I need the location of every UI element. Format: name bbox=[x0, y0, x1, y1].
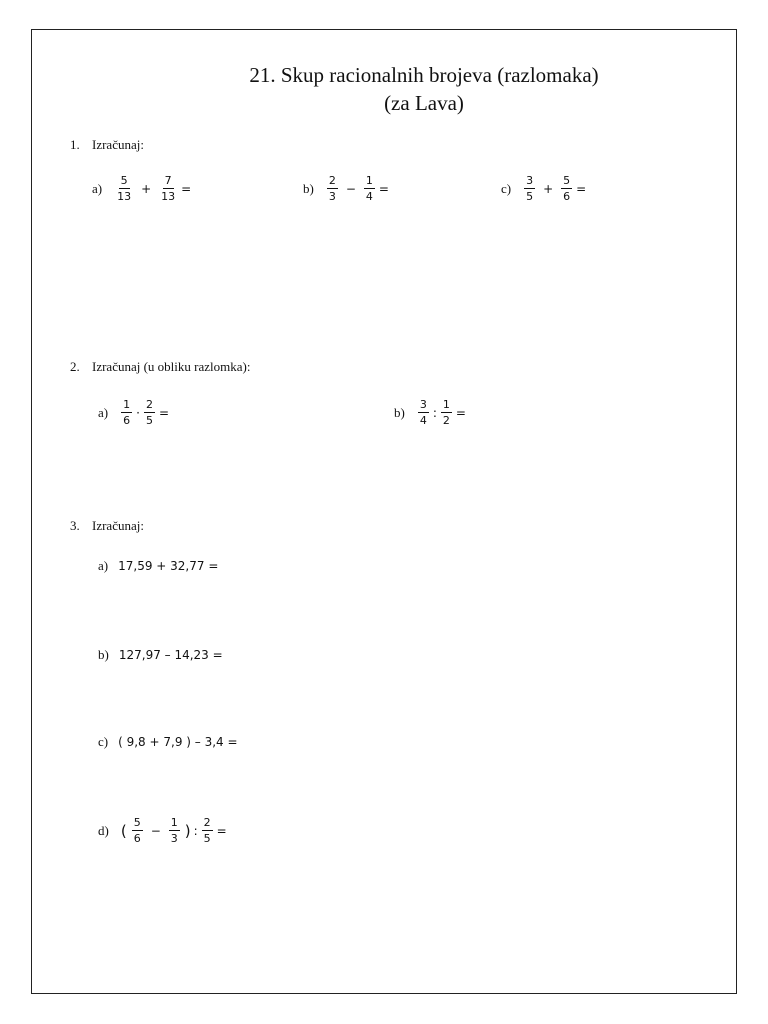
task-2-heading bbox=[70, 359, 250, 375]
item-label: a) bbox=[92, 180, 103, 196]
task-2b bbox=[394, 398, 467, 427]
item-label: b) bbox=[394, 404, 405, 420]
task-2a bbox=[98, 398, 170, 427]
task-number: 1. bbox=[70, 137, 80, 152]
item-label: b) bbox=[98, 647, 109, 662]
operator: − bbox=[345, 181, 356, 196]
denominator: 4 bbox=[419, 414, 427, 427]
fraction bbox=[121, 398, 132, 427]
fraction bbox=[327, 174, 338, 203]
item-label: c) bbox=[501, 180, 512, 196]
task-instruction: Izračunaj: bbox=[92, 137, 144, 152]
denominator: 5 bbox=[145, 414, 153, 427]
expression: ( 9,8 + 7,9 ) – 3,4 = bbox=[118, 735, 238, 749]
task-1-heading bbox=[70, 137, 144, 153]
task-3b bbox=[98, 647, 223, 663]
numerator: 5 bbox=[120, 174, 128, 187]
expression: 127,97 – 14,23 = bbox=[118, 648, 223, 662]
open-parenthesis: ( bbox=[120, 821, 127, 840]
task-3a bbox=[98, 558, 218, 574]
numerator: 1 bbox=[170, 816, 178, 829]
task-3d bbox=[98, 816, 228, 845]
numerator: 5 bbox=[563, 174, 571, 187]
fraction bbox=[364, 174, 375, 203]
denominator: 2 bbox=[442, 414, 450, 427]
denominator: 6 bbox=[563, 190, 571, 203]
item-label: b) bbox=[303, 180, 314, 196]
operator: + bbox=[141, 181, 152, 196]
fraction bbox=[524, 174, 535, 203]
task-3-heading bbox=[70, 518, 144, 534]
denominator: 3 bbox=[328, 190, 336, 203]
denominator: 6 bbox=[133, 832, 141, 845]
operator: : bbox=[432, 405, 437, 420]
numerator: 2 bbox=[203, 816, 211, 829]
denominator: 13 bbox=[117, 190, 132, 203]
operator: : bbox=[193, 823, 198, 838]
fraction bbox=[159, 174, 177, 203]
equals-sign: = bbox=[378, 181, 389, 196]
item-label: c) bbox=[98, 734, 109, 749]
operator: · bbox=[136, 405, 140, 420]
denominator: 5 bbox=[526, 190, 534, 203]
denominator: 13 bbox=[161, 190, 176, 203]
denominator: 4 bbox=[365, 190, 373, 203]
operator: + bbox=[543, 181, 554, 196]
equals-sign: = bbox=[455, 405, 466, 420]
fraction bbox=[418, 398, 429, 427]
operator: − bbox=[150, 823, 161, 838]
numerator: 1 bbox=[123, 398, 131, 411]
denominator: 3 bbox=[170, 832, 178, 845]
task-1c bbox=[501, 174, 587, 203]
fraction bbox=[132, 816, 143, 845]
fraction bbox=[169, 816, 180, 845]
denominator: 6 bbox=[123, 414, 131, 427]
numerator: 7 bbox=[164, 174, 172, 187]
numerator: 3 bbox=[526, 174, 534, 187]
numerator: 2 bbox=[145, 398, 153, 411]
fraction bbox=[561, 174, 572, 203]
task-1a bbox=[92, 174, 192, 203]
task-3c bbox=[98, 734, 238, 750]
numerator: 3 bbox=[419, 398, 427, 411]
equals-sign: = bbox=[158, 405, 169, 420]
numerator: 1 bbox=[365, 174, 373, 187]
task-instruction: Izračunaj (u obliku razlomka): bbox=[92, 359, 251, 374]
task-number: 2. bbox=[70, 359, 80, 374]
numerator: 2 bbox=[328, 174, 336, 187]
equals-sign: = bbox=[576, 181, 587, 196]
numerator: 5 bbox=[133, 816, 141, 829]
equals-sign: = bbox=[181, 181, 192, 196]
fraction bbox=[144, 398, 155, 427]
task-1b bbox=[303, 174, 390, 203]
fraction bbox=[441, 398, 452, 427]
page-title: 21. Skup racionalnih brojeva (razlomaka) bbox=[249, 63, 599, 87]
task-number: 3. bbox=[70, 518, 80, 533]
fraction bbox=[202, 816, 213, 845]
item-label: a) bbox=[98, 558, 109, 573]
expression: 17,59 + 32,77 = bbox=[118, 559, 219, 573]
item-label: a) bbox=[98, 404, 109, 420]
task-instruction: Izračunaj: bbox=[92, 518, 144, 533]
close-parenthesis: ) bbox=[184, 821, 191, 840]
fraction bbox=[115, 174, 133, 203]
equals-sign: = bbox=[216, 823, 227, 838]
page-subtitle: (za Lava) bbox=[384, 91, 464, 115]
item-label: d) bbox=[98, 822, 109, 838]
numerator: 1 bbox=[442, 398, 450, 411]
denominator: 5 bbox=[203, 832, 211, 845]
